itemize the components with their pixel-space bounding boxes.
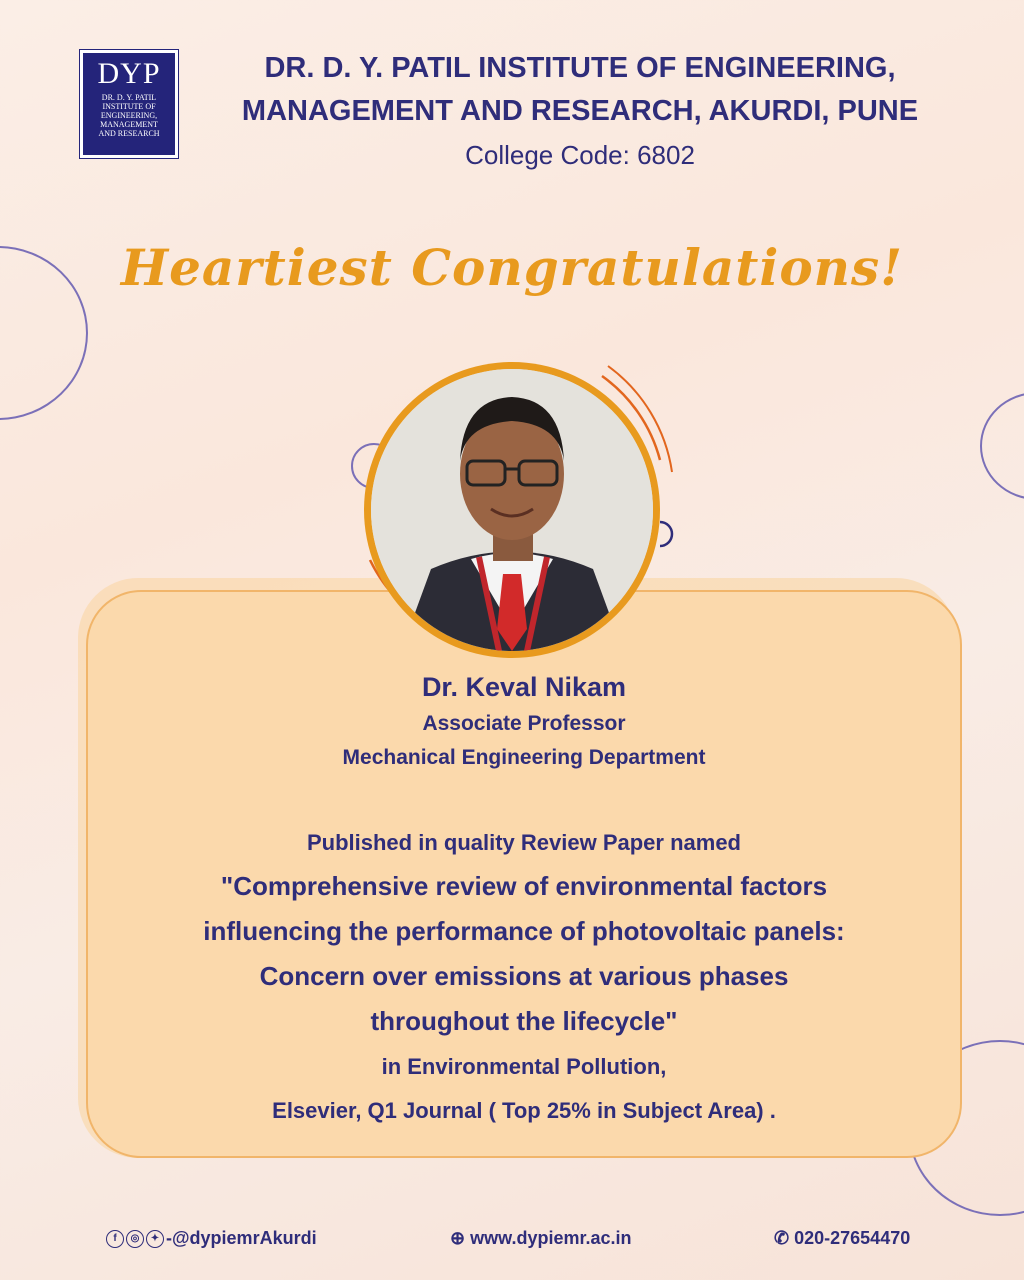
website-link[interactable]: www.dypiemr.ac.in <box>470 1228 632 1248</box>
profile-photo-frame <box>364 362 660 658</box>
globe-icon: ⊕ <box>450 1228 466 1248</box>
journal-line1: in Environmental Pollution, <box>381 1054 667 1079</box>
publication-title-line: Concern over emissions at various phases <box>259 961 789 991</box>
social-handle[interactable]: -@dypiemrAkurdi <box>166 1228 317 1248</box>
footer-social <box>106 1228 317 1249</box>
publication-intro: Published in quality Review Paper named <box>306 830 741 855</box>
person-designation: Associate Professor <box>422 712 626 735</box>
publication-title-line: throughout the lifecycle" <box>370 1006 678 1036</box>
person-department: Mechanical Engineering Department <box>342 746 706 769</box>
institute-name-line1: DR. D. Y. PATIL INSTITUTE OF ENGINEERING, <box>264 52 896 84</box>
phone-number[interactable]: 020-27654470 <box>794 1228 911 1248</box>
decor-circle-right <box>980 392 1024 500</box>
instagram-icon[interactable]: ◎ <box>126 1230 144 1248</box>
institute-logo <box>80 50 178 158</box>
facebook-icon[interactable]: f <box>106 1230 124 1248</box>
twitter-icon[interactable]: ✦ <box>146 1230 164 1248</box>
phone-icon: ✆ <box>774 1228 790 1248</box>
college-code: College Code: 6802 <box>465 140 695 170</box>
profile-photo <box>371 369 653 651</box>
publication-title-line: "Comprehensive review of environmental factors <box>220 871 828 901</box>
logo-letters: DYP <box>97 57 161 90</box>
publication-title <box>86 864 962 1044</box>
congratulations-heading: Heartiest Congratulations! <box>120 238 904 297</box>
person-name: Dr. Keval Nikam <box>421 672 627 702</box>
journal-line2: Elsevier, Q1 Journal ( Top 25% in Subject Area) . <box>272 1098 776 1123</box>
publication-title-line: influencing the performance of photovoltaic panels: <box>203 916 845 946</box>
footer-website[interactable] <box>450 1228 632 1249</box>
footer-phone[interactable] <box>774 1228 910 1249</box>
institute-name-line2: MANAGEMENT AND RESEARCH, AKURDI, PUNE <box>241 95 919 127</box>
logo-subtext: DR. D. Y. PATIL INSTITUTE OF ENGINEERING, MANAGEMENT AND RESEARCH <box>98 93 160 138</box>
